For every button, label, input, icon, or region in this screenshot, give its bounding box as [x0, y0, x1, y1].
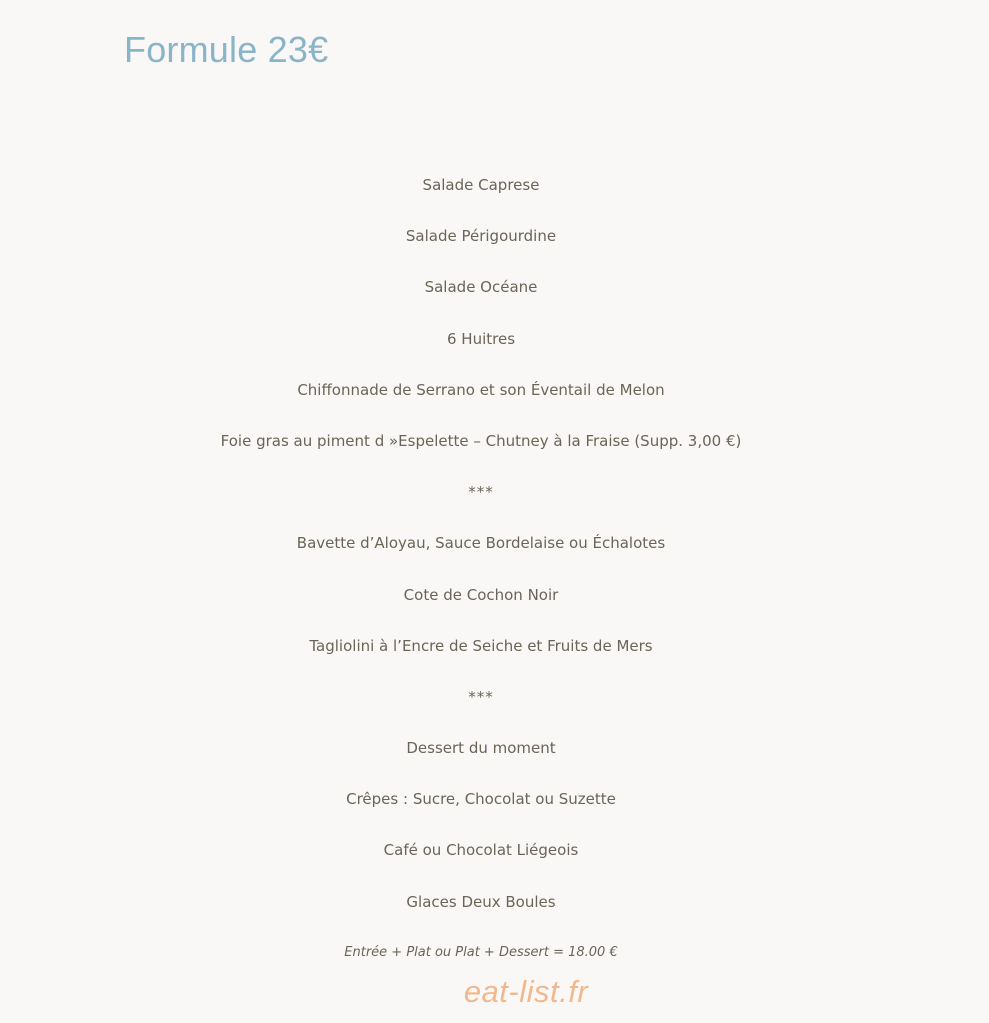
menu-item: Cote de Cochon Noir: [403, 585, 559, 604]
menu-item: Dessert du moment: [406, 739, 556, 758]
menu-item: Salade Périgourdine: [405, 227, 557, 246]
section-separator: ***: [468, 687, 494, 706]
menu-item: Crêpes : Sucre, Chocolat ou Suzette: [346, 790, 616, 809]
menu-item: Glaces Deux Boules: [406, 892, 556, 911]
menu-item: Café ou Chocolat Liégeois: [383, 841, 579, 860]
watermark: eat-list.fr: [463, 974, 589, 1009]
menu-item: Chiffonnade de Serrano et son Éventail de Melon: [297, 380, 665, 399]
formula-note: Entrée + Plat ou Plat + Dessert = 18.00 €: [344, 944, 618, 960]
menu-item: Foie gras au piment d »Espelette – Chutney à la Fraise (Supp. 3,00 €): [220, 431, 742, 450]
page-title: Formule 23€: [124, 29, 329, 70]
section-separator: ***: [468, 483, 494, 502]
menu-list: [0, 172, 962, 991]
menu-item: Tagliolini à l’Encre de Seiche et Fruits de Mers: [309, 636, 653, 655]
menu-item: Bavette d’Aloyau, Sauce Bordelaise ou Échalotes: [296, 534, 666, 553]
menu-item: Salade Caprese: [422, 176, 540, 194]
menu-item: 6 Huitres: [446, 329, 516, 348]
menu-item: Salade Océane: [424, 278, 538, 297]
